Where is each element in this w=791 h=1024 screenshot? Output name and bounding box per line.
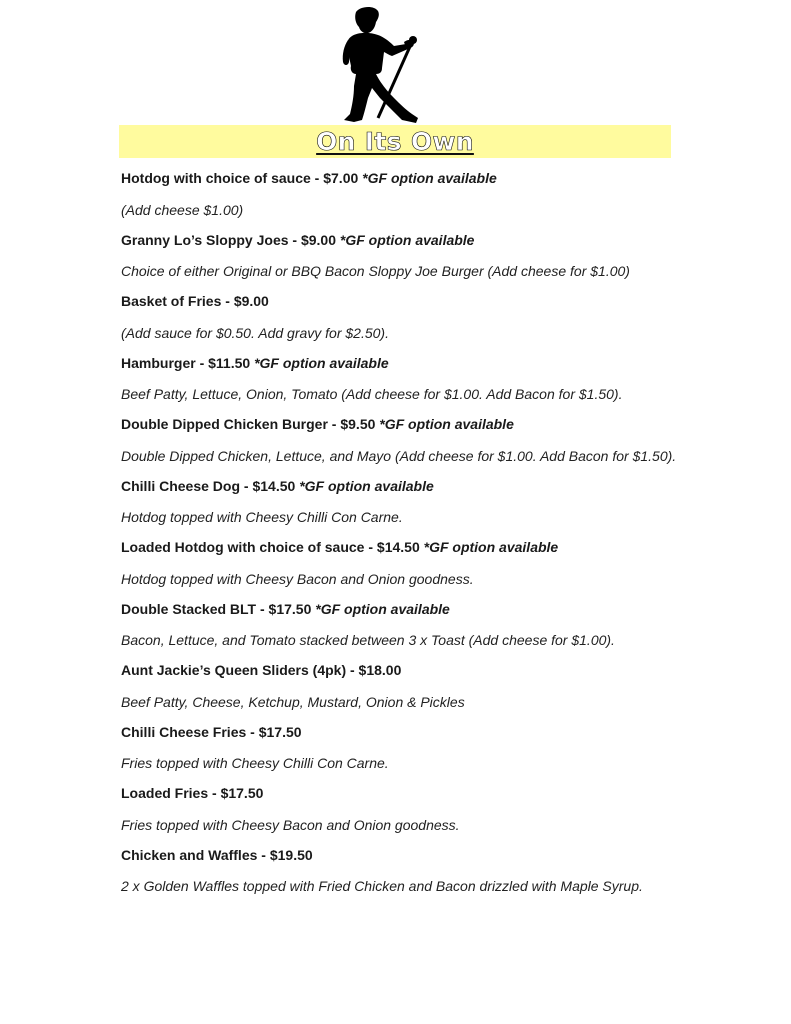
gf-option-note: *GF option available: [254, 354, 389, 371]
menu-item: [121, 415, 681, 467]
gf-option-note: *GF option available: [423, 539, 559, 555]
menu-item-name-price: Aunt Jackie’s Queen Sliders (4pk) - $18.00: [121, 662, 402, 678]
menu-item-title: [121, 661, 681, 680]
section-heading: On Its Own: [316, 127, 474, 156]
menu-item: [121, 231, 681, 283]
gf-option-note: *GF option available: [362, 170, 497, 186]
menu-item-name-price: Chicken and Waffles - $19.50: [121, 846, 313, 863]
menu-item-name-price: Granny Lo’s Sloppy Joes - $9.00: [121, 231, 336, 248]
gf-option-note: *GF option available: [339, 231, 475, 248]
menu-item-description: Beef Patty, Lettuce, Onion, Tomato (Add cheese for $1.00. Add Bacon for $1.50).: [121, 386, 623, 402]
menu-item-description: Choice of either Original or BBQ Bacon Sloppy Joe Burger (Add cheese for $1.00): [121, 263, 630, 279]
menu-item: [121, 600, 681, 652]
menu-item: [121, 723, 681, 775]
menu-item-name-price: Basket of Fries - $9.00: [121, 293, 269, 309]
menu-item-description: Bacon, Lettuce, and Tomato stacked between 3 x Toast (Add cheese for $1.00).: [121, 632, 615, 648]
menu-item-name-price: Chilli Cheese Dog - $14.50: [121, 477, 296, 494]
menu-list: [121, 169, 681, 907]
section-heading-banner: [119, 125, 671, 158]
menu-item-description: Beef Patty, Cheese, Ketchup, Mustard, Onion & Pickles: [121, 693, 465, 710]
menu-item: [121, 477, 681, 529]
menu-item-name-price: Double Dipped Chicken Burger - $9.50: [121, 416, 376, 432]
menu-item-title: [121, 538, 681, 557]
gf-option-note: *GF option available: [299, 477, 434, 494]
menu-item-name-price: Double Stacked BLT - $17.50: [121, 600, 312, 617]
menu-item-title: [121, 415, 681, 434]
menu-item-title: [121, 354, 681, 373]
menu-item-name-price: Chilli Cheese Fries - $17.50: [121, 723, 302, 740]
menu-item: [121, 661, 681, 713]
menu-item-title: [121, 784, 681, 803]
menu-item-title: [121, 292, 681, 311]
menu-item-description: (Add cheese $1.00): [121, 201, 244, 218]
menu-item-title: [121, 846, 681, 865]
menu-item-description: Hotdog topped with Cheesy Bacon and Onion goodness.: [121, 570, 474, 587]
menu-item-description: Double Dipped Chicken, Lettuce, and Mayo (Add cheese for $1.00. Add Bacon for $1.50).: [121, 447, 677, 464]
menu-item: [121, 354, 681, 406]
menu-item-title: [121, 600, 681, 619]
menu-item-description: Hotdog topped with Cheesy Chilli Con Carne.: [121, 509, 403, 525]
menu-item: [121, 538, 681, 590]
menu-item-description: 2 x Golden Waffles topped with Fried Chicken and Bacon drizzled with Maple Syrup.: [121, 878, 643, 894]
menu-item: [121, 784, 681, 836]
singer-silhouette-logo: [334, 6, 424, 124]
menu-item: [121, 846, 681, 898]
menu-item-name-price: Hotdog with choice of sauce - $7.00: [121, 170, 359, 186]
menu-item-name-price: Loaded Hotdog with choice of sauce - $14.50: [121, 539, 420, 555]
menu-item-description: Fries topped with Cheesy Bacon and Onion goodness.: [121, 816, 460, 833]
menu-item-name-price: Hamburger - $11.50: [121, 354, 251, 371]
menu-item: [121, 169, 681, 221]
menu-item-name-price: Loaded Fries - $17.50: [121, 785, 264, 801]
gf-option-note: *GF option available: [315, 600, 450, 617]
gf-option-note: *GF option available: [379, 416, 514, 432]
menu-item-title: [121, 231, 681, 250]
menu-item-description: (Add sauce for $0.50. Add gravy for $2.50).: [121, 324, 389, 341]
menu-item-title: [121, 723, 681, 742]
menu-item-title: [121, 477, 681, 496]
menu-item: [121, 292, 681, 344]
menu-item-title: [121, 169, 681, 188]
menu-item-description: Fries topped with Cheesy Chilli Con Carne.: [121, 755, 389, 771]
